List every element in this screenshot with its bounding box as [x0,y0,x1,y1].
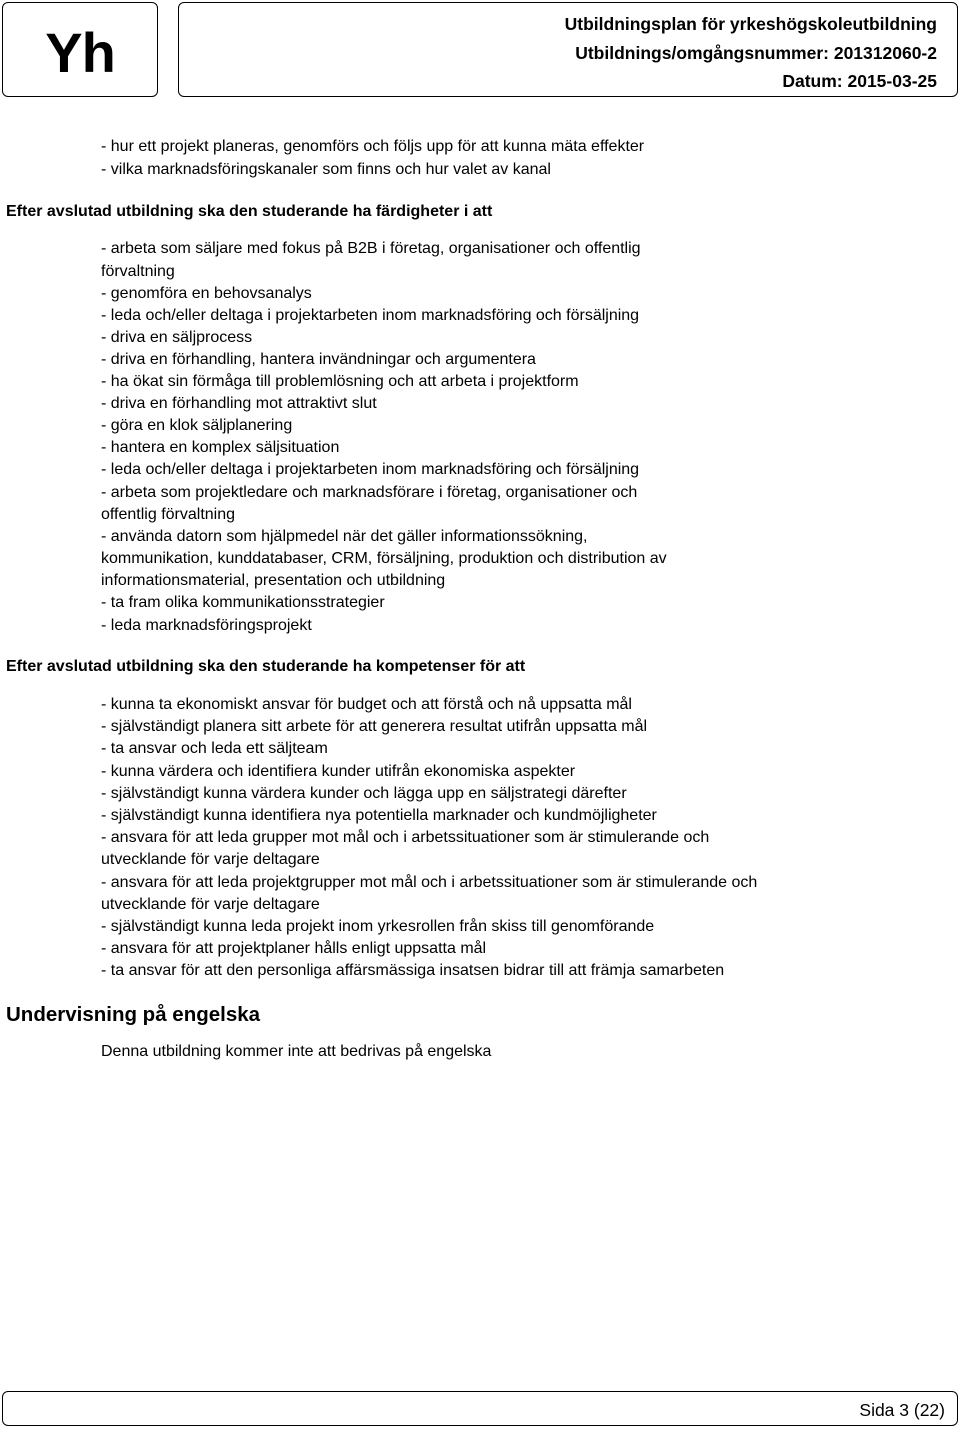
list-item: - ta ansvar och leda ett säljteam [101,740,328,757]
list-item: utvecklande för varje deltagare [101,851,320,868]
list-item: - leda marknadsföringsprojekt [101,617,312,634]
list-item: - leda och/eller deltaga i projektarbeten inom marknadsföring och försäljning [101,461,640,478]
list-item: - kunna ta ekonomiskt ansvar för budget och att förstå och nå uppsatta mål [101,696,632,713]
list-item: - kunna värdera och identifiera kunder utifrån ekonomiska aspekter [101,763,576,780]
list-item: offentlig förvaltning [101,506,236,523]
document-date: Datum: 2015-03-25 [782,71,937,91]
list-item: - ansvara för att projektplaner hålls enligt uppsatta mål [101,940,487,957]
logo-text: Yh [45,20,115,84]
list-item: - genomföra en behovsanalys [101,285,312,302]
list-item: - ansvara för att leda projektgrupper mot mål och i arbetssituationer som är stimulerande och [101,874,758,891]
page-number: Sida 3 (22) [859,1400,945,1420]
list-item: - driva en förhandling mot attraktivt slut [101,395,377,412]
list-item: - ta ansvar för att den personliga affärsmässiga insatsen bidrar till att främja samarbeten [101,962,725,979]
english-heading: Undervisning på engelska [6,1003,261,1026]
document-header [178,2,958,97]
list-item: - självständigt kunna leda projekt inom yrkesrollen från skiss till genomförande [101,918,655,935]
yh-logo [2,2,158,97]
competences-heading: Efter avslutad utbildning ska den studerande ha kompetenser för att [6,658,526,675]
list-item: - driva en förhandling, hantera invändningar och argumentera [101,351,536,368]
list-item: förvaltning [101,263,175,280]
list-item: - göra en klok säljplanering [101,417,293,434]
page-footer [2,1391,958,1426]
list-item: - ta fram olika kommunikationsstrategier [101,594,385,611]
list-item: - hur ett projekt planeras, genomförs och följs upp för att kunna mäta effekter [101,138,645,155]
skills-heading: Efter avslutad utbildning ska den studerande ha färdigheter i att [6,203,493,220]
list-item: - arbeta som säljare med fokus på B2B i företag, organisationer och offentlig [101,240,641,257]
list-item: - leda och/eller deltaga i projektarbeten inom marknadsföring och försäljning [101,307,640,324]
list-item: utvecklande för varje deltagare [101,896,320,913]
list-item: - hantera en komplex säljsituation [101,439,340,456]
list-item: - använda datorn som hjälpmedel när det gäller informationssökning, [101,528,588,545]
list-item: - ansvara för att leda grupper mot mål och i arbetssituationer som är stimulerande och [101,829,710,846]
list-item: - arbeta som projektledare och marknadsförare i företag, organisationer och [101,484,638,501]
program-number: Utbildnings/omgångsnummer: 201312060-2 [575,43,937,63]
list-item: informationsmaterial, presentation och utbildning [101,572,446,589]
list-item: - vilka marknadsföringskanaler som finns och hur valet av kanal [101,161,551,178]
list-item: - driva en säljprocess [101,329,253,346]
english-text: Denna utbildning kommer inte att bedrivas på engelska [101,1043,492,1060]
list-item: kommunikation, kunddatabaser, CRM, försäljning, produktion och distribution av [101,550,667,567]
list-item: - ha ökat sin förmåga till problemlösning och att arbeta i projektform [101,373,579,390]
list-item: - självständigt kunna värdera kunder och lägga upp en säljstrategi därefter [101,785,627,802]
list-item: - självständigt planera sitt arbete för att generera resultat utifrån uppsatta mål [101,718,648,735]
document-title: Utbildningsplan för yrkeshögskoleutbildning [564,14,937,34]
list-item: - självständigt kunna identifiera nya potentiella marknader och kundmöjligheter [101,807,657,824]
